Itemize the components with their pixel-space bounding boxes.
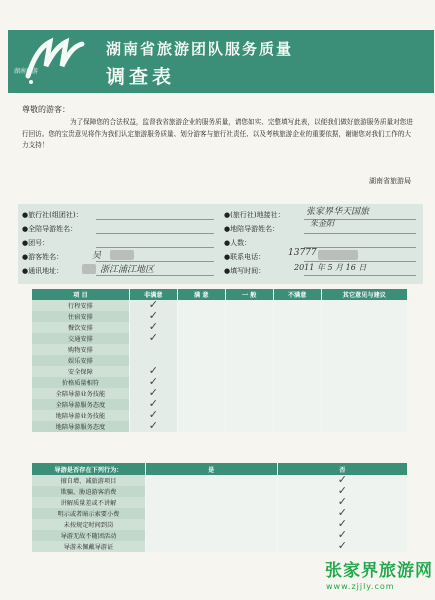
form-title: 湖南省旅游团队服务质量: [106, 40, 294, 58]
local-agency-label: ●(旅行社)地接社：: [224, 211, 285, 219]
tour-leader-field[interactable]: [96, 233, 214, 234]
rating-checkbox[interactable]: [273, 344, 321, 355]
col-comments: 其它意见与建议: [321, 289, 407, 300]
survey-item-label: 全陪导游业务技能: [32, 388, 130, 399]
phone-value: 13777: [288, 248, 317, 258]
comment-cell[interactable]: [321, 355, 407, 366]
survey-row: [32, 366, 408, 377]
survey-row: [32, 311, 408, 322]
conduct-item-label: 导游无故不随团活动: [32, 530, 146, 541]
col-average: 一 般: [225, 289, 273, 300]
yes-checkbox[interactable]: [145, 519, 277, 530]
check-mark-icon: ✓: [337, 517, 347, 530]
rating-checkbox[interactable]: [177, 311, 225, 322]
rating-checkbox[interactable]: [225, 344, 273, 355]
visitor-name-label: ●游客姓名：: [22, 253, 64, 261]
rating-checkbox[interactable]: [177, 344, 225, 355]
conduct-item-label: 欺骗、胁迫游客消费: [32, 486, 146, 497]
conduct-row: [32, 519, 408, 530]
service-rating-table: [31, 289, 407, 432]
yes-checkbox[interactable]: [145, 508, 277, 519]
survey-item-label: 安全保障: [32, 366, 130, 377]
rating-checkbox[interactable]: [273, 399, 321, 410]
very-satisfied-checkbox[interactable]: [129, 333, 177, 344]
conduct-item-label: 导游未佩戴导游证: [32, 541, 146, 552]
survey-row: [32, 322, 408, 333]
address-label: ●通讯地址：: [22, 267, 64, 275]
check-mark-icon: ✓: [148, 386, 158, 399]
check-mark-icon: ✓: [148, 364, 158, 377]
very-satisfied-checkbox[interactable]: [129, 421, 177, 432]
check-mark-icon: ✓: [337, 506, 347, 519]
visitor-info-panel: [18, 204, 423, 284]
check-mark-icon: ✓: [148, 397, 158, 410]
rating-checkbox[interactable]: [225, 333, 273, 344]
rating-checkbox[interactable]: [273, 377, 321, 388]
survey-item-label: 餐饮安排: [32, 322, 130, 333]
comment-cell[interactable]: [321, 322, 407, 333]
rating-checkbox[interactable]: [225, 410, 273, 421]
col-item: 项 目: [32, 289, 130, 300]
group-size-field[interactable]: [304, 247, 416, 248]
rating-checkbox[interactable]: [225, 300, 273, 311]
survey-item-label: 住宿安排: [32, 311, 130, 322]
check-mark-icon: ✓: [148, 331, 158, 344]
survey-row: [32, 300, 408, 311]
survey-item-label: 购物安排: [32, 344, 130, 355]
group-size-label: ●人数：: [224, 239, 252, 247]
local-guide-field[interactable]: [304, 233, 416, 234]
check-mark-icon: ✓: [148, 320, 158, 333]
col-dissatisfied: 不满意: [273, 289, 321, 300]
date-field[interactable]: [304, 275, 416, 276]
check-mark-icon: ✓: [148, 408, 158, 421]
conduct-item-label: 擅自增、减旅游项目: [32, 475, 146, 486]
site-watermark: 张家界旅游网: [325, 561, 433, 581]
check-mark-icon: ✓: [337, 473, 347, 486]
comment-cell[interactable]: [321, 410, 407, 421]
check-mark-icon: ✓: [337, 539, 347, 552]
tour-leader-label: ●全陪导游姓名：: [22, 225, 78, 233]
rating-checkbox[interactable]: [273, 300, 321, 311]
comment-cell[interactable]: [321, 377, 407, 388]
rating-checkbox[interactable]: [225, 421, 273, 432]
rating-checkbox[interactable]: [177, 300, 225, 311]
rating-checkbox[interactable]: [225, 366, 273, 377]
group-no-field[interactable]: [96, 247, 214, 248]
comment-cell[interactable]: [321, 311, 407, 322]
rating-checkbox[interactable]: [273, 333, 321, 344]
rating-checkbox[interactable]: [177, 410, 225, 421]
rating-checkbox[interactable]: [177, 333, 225, 344]
survey-row: [32, 333, 408, 344]
rating-checkbox[interactable]: [273, 366, 321, 377]
conduct-row: [32, 497, 408, 508]
conduct-row: [32, 530, 408, 541]
col-very-satisfied: 非满意: [129, 289, 177, 300]
rating-checkbox[interactable]: [225, 322, 273, 333]
guide-conduct-table: [31, 463, 407, 552]
conduct-row: [32, 541, 408, 552]
rating-checkbox[interactable]: [225, 355, 273, 366]
redacted-phone: [318, 250, 358, 260]
col-conduct-question: 导游是否存在下列行为：: [32, 463, 146, 475]
date-label: ●填写时间：: [224, 267, 266, 275]
col-yes: 是: [145, 463, 277, 475]
rating-checkbox[interactable]: [273, 410, 321, 421]
survey-item-label: 行程安排: [32, 300, 130, 311]
very-satisfied-checkbox[interactable]: [129, 344, 177, 355]
group-no-label: ●团号：: [22, 239, 50, 247]
rating-checkbox[interactable]: [225, 377, 273, 388]
conduct-row: [32, 475, 408, 486]
yes-checkbox[interactable]: [145, 530, 277, 541]
comment-cell[interactable]: [321, 344, 407, 355]
comment-cell[interactable]: [321, 366, 407, 377]
no-checkbox[interactable]: [277, 541, 407, 552]
survey-item-label: 交通安排: [32, 333, 130, 344]
rating-checkbox[interactable]: [177, 322, 225, 333]
travel-agency-label: ●旅行社(组团社)：: [22, 211, 83, 219]
survey-row: [32, 355, 408, 366]
hunan-tourism-logo-icon: [22, 36, 86, 88]
address-field[interactable]: [96, 275, 214, 276]
yes-checkbox[interactable]: [145, 486, 277, 497]
comment-cell[interactable]: [321, 399, 407, 410]
col-satisfied: 满 意: [177, 289, 225, 300]
check-mark-icon: ✓: [148, 419, 158, 432]
survey-row: [32, 399, 408, 410]
local-agency-value: 张家界华天国旅: [306, 207, 370, 217]
yes-checkbox[interactable]: [145, 541, 277, 552]
rating-checkbox[interactable]: [273, 311, 321, 322]
address-value: 浙江浦江地区: [100, 265, 155, 275]
local-guide-value: 朱金阳: [310, 219, 334, 228]
issuer-signature: 湖南省旅游局: [369, 177, 411, 185]
survey-item-label: 价格质量相符: [32, 377, 130, 388]
rating-checkbox[interactable]: [273, 322, 321, 333]
logo-caption: 湖南旅游: [14, 68, 39, 75]
rating-checkbox[interactable]: [273, 355, 321, 366]
header-banner: [8, 30, 434, 93]
rating-checkbox[interactable]: [177, 399, 225, 410]
form-subtitle: 调查表: [106, 66, 176, 88]
check-mark-icon: ✓: [148, 375, 158, 388]
yes-checkbox[interactable]: [145, 475, 277, 486]
check-mark-icon: ✓: [148, 298, 158, 311]
conduct-item-label: 讲解质量差或不讲解: [32, 497, 146, 508]
comment-cell[interactable]: [321, 333, 407, 344]
redacted-address: [82, 264, 96, 274]
rating-checkbox[interactable]: [273, 388, 321, 399]
greeting: 尊敬的游客：: [22, 105, 70, 114]
check-mark-icon: ✓: [337, 495, 347, 508]
rating-checkbox[interactable]: [177, 377, 225, 388]
rating-checkbox[interactable]: [177, 366, 225, 377]
comment-cell[interactable]: [321, 421, 407, 432]
survey-row: [32, 421, 408, 432]
redacted-name: [110, 250, 134, 260]
visitor-name-value: 吴: [92, 251, 102, 261]
intro-paragraph: 为了保障您的合法权益，监督我省旅游企业的服务质量，请您如实、完整填写此表，以便我们做好旅游服务质量对您进行回访。您的宝贵意见将作为我们认定旅游服务质量、划分游客与旅行社责任、以及考核旅游企业的重要依据，谢谢您对我们工作的大力支持！: [22, 118, 413, 149]
phone-label: ●联系电话：: [224, 253, 266, 261]
survey-item-label: 地陪导游业务技能: [32, 410, 130, 421]
survey-item-label: 全陪导游服务态度: [32, 399, 130, 410]
rating-checkbox[interactable]: [225, 388, 273, 399]
check-mark-icon: ✓: [148, 309, 158, 322]
survey-row: [32, 410, 408, 421]
conduct-item-label: 未按规定时间到岗: [32, 519, 146, 530]
conduct-row: [32, 486, 408, 497]
rating-checkbox[interactable]: [273, 421, 321, 432]
conduct-row: [32, 508, 408, 519]
date-value: 2011 年 5 月 16 日: [294, 263, 367, 272]
rating-checkbox[interactable]: [177, 388, 225, 399]
survey-row: [32, 388, 408, 399]
survey-item-label: 地陪导游服务态度: [32, 421, 130, 432]
travel-agency-field[interactable]: [96, 219, 214, 220]
conduct-item-label: 明示或者暗示索要小费: [32, 508, 146, 519]
yes-checkbox[interactable]: [145, 497, 277, 508]
survey-item-label: 娱乐安排: [32, 355, 130, 366]
comment-cell[interactable]: [321, 388, 407, 399]
survey-row: [32, 377, 408, 388]
rating-checkbox[interactable]: [225, 311, 273, 322]
survey-row: [32, 344, 408, 355]
site-watermark-url: www.zjjly.com: [326, 582, 395, 591]
check-mark-icon: ✓: [337, 484, 347, 497]
local-guide-label: ●地陪导游姓名：: [224, 225, 280, 233]
check-mark-icon: ✓: [337, 528, 347, 541]
rating-checkbox[interactable]: [177, 421, 225, 432]
comment-cell[interactable]: [321, 300, 407, 311]
rating-checkbox[interactable]: [225, 399, 273, 410]
col-no: 否: [277, 463, 407, 475]
rating-checkbox[interactable]: [177, 355, 225, 366]
